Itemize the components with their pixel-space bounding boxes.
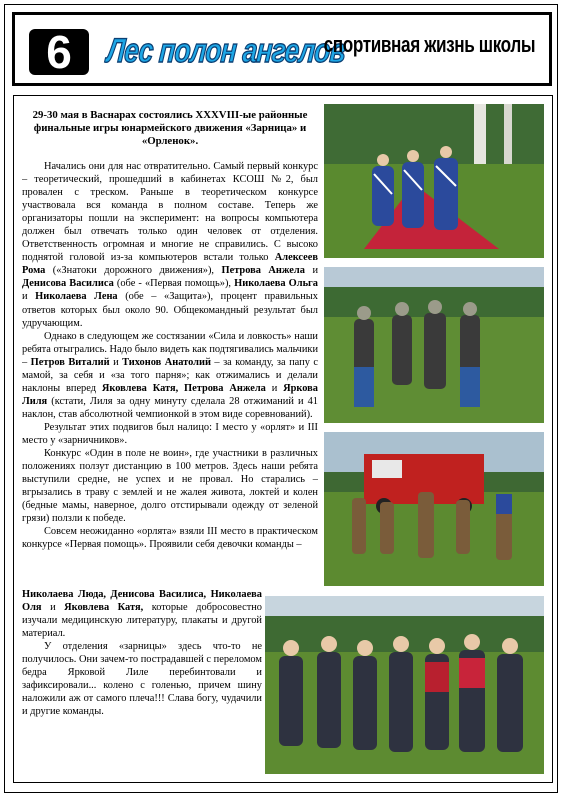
- paragraph-strength-contest: Однако в следующем же состязании «Сила и ловкость» наши ребята отыгрались. Надо было видеть как подтягивались мальчики – Петров Виталий и Тихонов Анатолий – за команду, за папу с мамой, за себя и «за того парня»; как отжимались и делали наклоны вперед Яковлева Катя, Петрова Анжела и Яркова Лиля (кстати, Лиля за одну минуту сделала 28 отжиманий и 41 наклон, став абсолютной чемпионкой в этом виде соревнований).: [22, 330, 318, 420]
- paragraph-first-aid-cont: Николаева Люда, Денисова Василиса, Николаева Оля и Яковлева Катя, которые добросовестно изучали медицинскую литературу, плакаты и другой материал.: [22, 589, 263, 640]
- paragraph-results: Результат этих подвигов был налицо: I место у «орлят» и III место у «зарничников».: [22, 421, 318, 446]
- paragraph-first-aid: Совсем неожиданно «орлята» взяли III место в практическом конкурсе «Первая помощь». Проявили себя девочки команды –: [22, 526, 318, 551]
- article-headline: 29-30 мая в Васнарах состоялись XXXVIII-ые районные финальные игры юнармейского движения «Зарница» и «Орленок».: [32, 109, 308, 147]
- photo-girls-uniform: [324, 104, 544, 258]
- article-column-bottom: [22, 588, 262, 718]
- photo-team-group: [265, 596, 544, 774]
- paragraph-crawl-contest: Конкурс «Один в поле не воин», где участники в различных положениях ползут дистанцию в 100 метров. Здесь наши ребята выступили средне, не успех и не провал. Но старались – вгрызались в траву с землей и не жалея живота, локтей и колен (бедные мамы, наверное, долго отстирывали одежду от зеленой грязи) ползли к победе.: [22, 448, 318, 525]
- page-number: 6: [29, 29, 89, 75]
- section-title: спортивная жизнь школы: [323, 32, 535, 57]
- newspaper-masthead: Лес полон ангелов: [105, 32, 347, 70]
- photo-fire-truck: [324, 432, 544, 586]
- paragraph-theory-contest: Начались они для нас отвратительно. Самый первый конкурс – теоретический, прошедший в кабинетах КСОШ №2, был провален с треском. Раньше в теоретическом конкурсе участвовала вся команда в полном составе. Теперь же организаторы пошли на эксперимент: на вопросы компьютера должен был отвечать только один человек от отделения. Ответственность огромная и многие не справились. С высоко поднятой головой из-за компьютеров встали только Алексеев Рома («Знатоки дорожного движения»), Петрова Анжела и Денисова Василиса (обе - «Первая помощь»), Николаева Ольга и Николаева Лена (обе – «Защита»), процент правильных ответов которых был около 90. Общекомандный результат был удручающим.: [22, 161, 318, 329]
- paragraph-zarnitsa-mistake: У отделения «зарницы» здесь что-то не получилось. Они зачем-то пострадавшей с переломом бедра Ярковой Лиле перебинтовали и зафиксировали... колено с голенью, причем шину наложили аж от самого плеча!!! Слава богу, чудачили и другие команды.: [22, 641, 262, 718]
- page-header: [12, 12, 552, 86]
- article-column: [22, 103, 318, 623]
- photo-gas-masks: [324, 267, 544, 423]
